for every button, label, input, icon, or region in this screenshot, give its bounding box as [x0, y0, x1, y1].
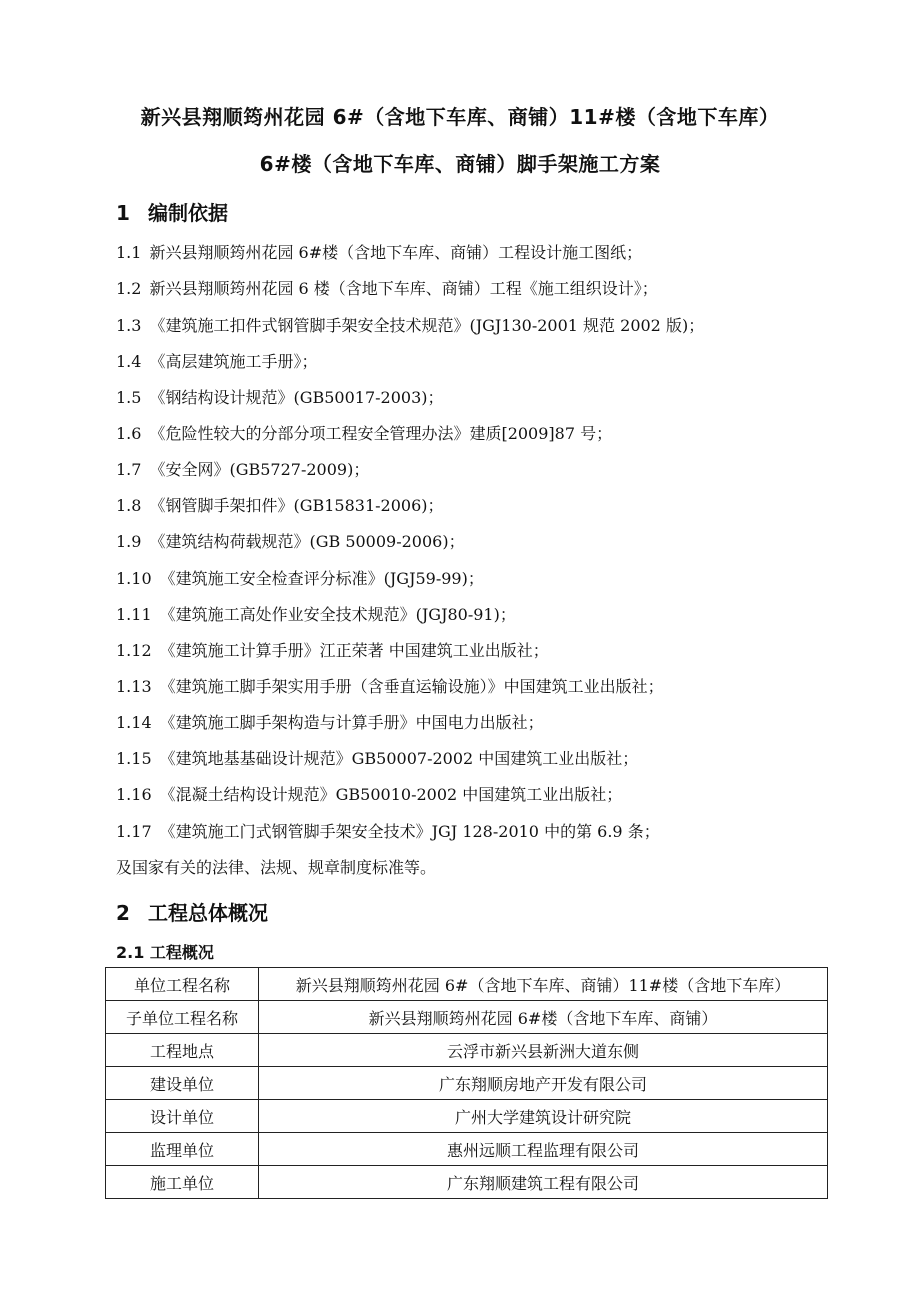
reference-text: 《安全网》(GB5727-2009)； [149, 460, 370, 479]
section-number: 2 [116, 901, 130, 925]
section-title: 编制依据 [148, 201, 228, 225]
reference-item [116, 529, 465, 552]
reference-text: 《建筑施工扣件式钢管脚手架安全技术规范》(JGJ130-2001 规范 2002 版)； [149, 316, 705, 335]
section-1-heading [116, 197, 228, 226]
reference-text: 《建筑施工安全检查评分标准》(JGJ59-99)； [159, 569, 484, 588]
table-label-cell: 建设单位 [106, 1067, 259, 1100]
table-row [106, 1166, 828, 1199]
reference-text: 《建筑施工脚手架构造与计算手册》中国电力出版社； [159, 713, 544, 732]
reference-item [116, 638, 549, 661]
table-label-cell: 施工单位 [106, 1166, 259, 1199]
table-row [106, 1067, 828, 1100]
reference-item [116, 782, 622, 805]
reference-text: 《钢管脚手架扣件》(GB15831-2006)； [149, 496, 444, 515]
reference-item [116, 276, 658, 299]
table-value-cell: 广东翔顺建筑工程有限公司 [259, 1166, 828, 1199]
reference-item [116, 819, 660, 842]
reference-text: 新兴县翔顺筠州花园 6#楼（含地下车库、商铺）工程设计施工图纸； [149, 243, 643, 262]
references-closing: 及国家有关的法律、法规、规章制度标准等。 [116, 858, 437, 877]
reference-number: 1.2 [116, 279, 142, 298]
reference-item [116, 710, 544, 733]
table-label-cell: 监理单位 [106, 1133, 259, 1166]
reference-number: 1.7 [116, 460, 142, 479]
reference-number: 1.1 [116, 243, 142, 262]
table-row [106, 968, 828, 1001]
reference-text: 新兴县翔顺筠州花园 6 楼（含地下车库、商铺）工程《施工组织设计》； [149, 279, 658, 298]
reference-item [116, 566, 484, 589]
reference-text: 《危险性较大的分部分项工程安全管理办法》建质[2009]87 号； [149, 424, 613, 443]
section-2-heading [116, 897, 268, 926]
document-title-line-2: 6#楼（含地下车库、商铺）脚手架施工方案 [259, 152, 661, 176]
table-label-cell: 工程地点 [106, 1034, 259, 1067]
project-info-table [105, 967, 828, 1199]
reference-text: 《建筑施工高处作业安全技术规范》(JGJ80-91)； [159, 605, 516, 624]
reference-item [116, 493, 444, 516]
reference-item [116, 240, 642, 263]
reference-number: 1.13 [116, 677, 152, 696]
reference-text: 《建筑施工计算手册》江正荣著 中国建筑工业出版社； [159, 641, 549, 660]
table-row [106, 1100, 828, 1133]
reference-text: 《高层建筑施工手册》； [149, 352, 318, 371]
table-label-cell: 子单位工程名称 [106, 1001, 259, 1034]
reference-text: 《钢结构设计规范》(GB50017-2003)； [149, 388, 444, 407]
table-value-cell: 广东翔顺房地产开发有限公司 [259, 1067, 828, 1100]
reference-number: 1.4 [116, 352, 142, 371]
reference-item [116, 674, 664, 697]
reference-item [116, 313, 704, 336]
table-row [106, 1034, 828, 1067]
reference-text: 《建筑施工脚手架实用手册（含垂直运输设施）》中国建筑工业出版社； [159, 677, 664, 696]
reference-text: 《混凝土结构设计规范》GB50010-2002 中国建筑工业出版社； [159, 785, 623, 804]
reference-number: 1.16 [116, 785, 152, 804]
table-value-cell: 新兴县翔顺筠州花园 6#（含地下车库、商铺）11#楼（含地下车库） [259, 968, 828, 1001]
table-value-cell: 新兴县翔顺筠州花园 6#楼（含地下车库、商铺） [259, 1001, 828, 1034]
table-row [106, 1133, 828, 1166]
reference-number: 1.15 [116, 749, 152, 768]
reference-item [116, 746, 638, 769]
reference-number: 1.9 [116, 532, 142, 551]
reference-text: 《建筑地基基础设计规范》GB50007-2002 中国建筑工业出版社； [159, 749, 639, 768]
reference-item [116, 421, 612, 444]
reference-item [116, 602, 516, 625]
table-value-cell: 云浮市新兴县新洲大道东侧 [259, 1034, 828, 1067]
reference-item [116, 349, 317, 372]
document-title-line-1: 新兴县翔顺筠州花园 6#（含地下车库、商铺）11#楼（含地下车库） [140, 105, 780, 129]
section-number: 1 [116, 201, 130, 225]
section-title: 工程总体概况 [148, 901, 268, 925]
reference-number: 1.3 [116, 316, 142, 335]
reference-number: 1.11 [116, 605, 152, 624]
subsection-2-1-heading: 2.1 工程概况 [116, 943, 214, 962]
reference-number: 1.17 [116, 822, 152, 841]
reference-number: 1.10 [116, 569, 152, 588]
reference-text: 《建筑结构荷载规范》(GB 50009-2006)； [149, 532, 465, 551]
reference-item [116, 457, 369, 480]
reference-number: 1.8 [116, 496, 142, 515]
reference-number: 1.6 [116, 424, 142, 443]
table-label-cell: 单位工程名称 [106, 968, 259, 1001]
reference-text: 《建筑施工门式钢管脚手架安全技术》JGJ 128-2010 中的第 6.9 条； [159, 822, 660, 841]
reference-item [116, 385, 444, 408]
table-value-cell: 惠州远顺工程监理有限公司 [259, 1133, 828, 1166]
reference-number: 1.14 [116, 713, 152, 732]
reference-number: 1.5 [116, 388, 142, 407]
table-row [106, 1001, 828, 1034]
table-label-cell: 设计单位 [106, 1100, 259, 1133]
reference-number: 1.12 [116, 641, 152, 660]
table-value-cell: 广州大学建筑设计研究院 [259, 1100, 828, 1133]
